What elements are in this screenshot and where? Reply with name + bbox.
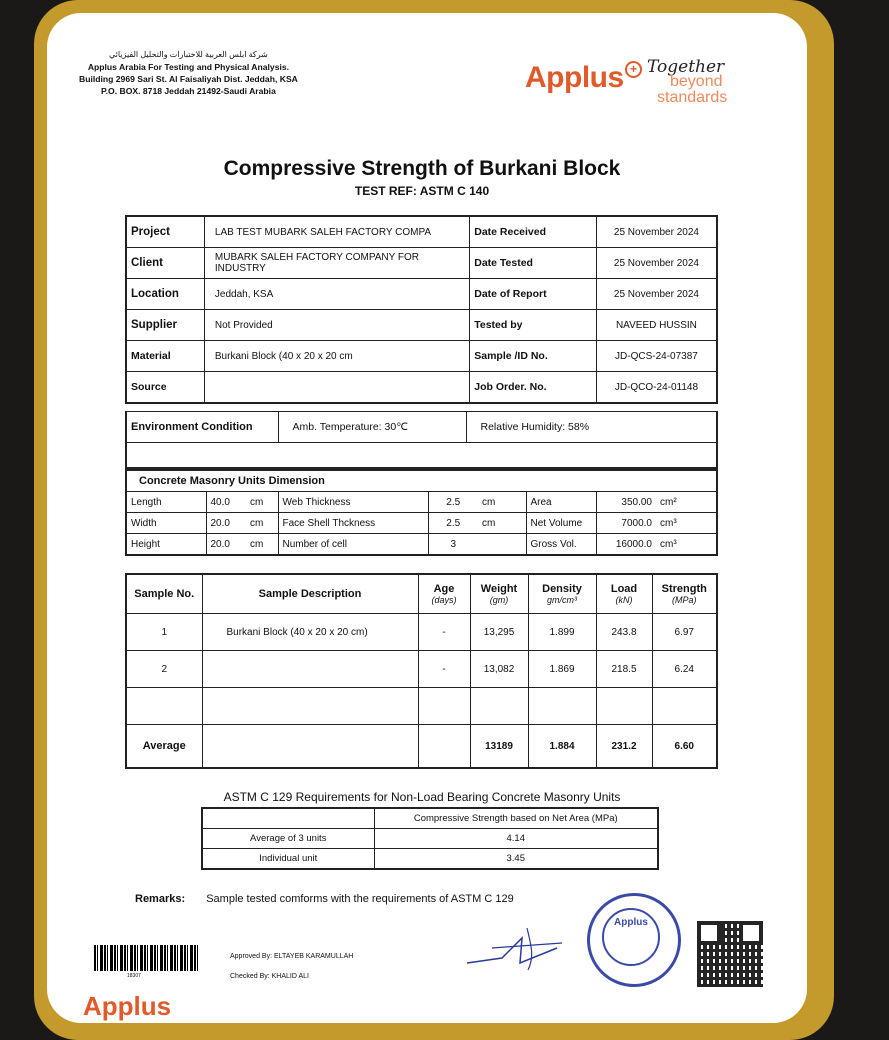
results-header-row (126, 574, 717, 614)
sample-strength: 6.24 (652, 651, 717, 688)
average-weight: 13189 (470, 725, 528, 769)
info-row (126, 279, 717, 310)
logo-brand: Applus (525, 61, 624, 94)
sample-age: - (418, 651, 470, 688)
material-label: Material (126, 341, 204, 372)
barcode-icon (94, 945, 200, 971)
company-address (79, 49, 298, 97)
logo-plus-icon: + (625, 61, 642, 78)
average-label: Average (126, 725, 202, 769)
signature-icon (462, 918, 572, 978)
company-name: Applus Arabia For Testing and Physical Analysis. (87, 62, 290, 72)
average-load: 231.2 (596, 725, 652, 769)
checked-by: Checked By: KHALID ALI (230, 973, 309, 980)
dim-value: 16000.0 (596, 534, 656, 556)
logo-tagline-beyond: beyond (670, 73, 723, 90)
location-label: Location (126, 279, 204, 310)
supplier-value: Not Provided (204, 310, 469, 341)
environment-row (126, 412, 717, 443)
sample-results-table (125, 573, 718, 769)
sample-load: 218.5 (596, 651, 652, 688)
date-of-report-label: Date of Report (470, 279, 597, 310)
dimension-heading: Concrete Masonry Units Dimension (126, 470, 717, 492)
dim-label: Face Shell Thckness (278, 513, 428, 534)
header-weight-label: Weight (480, 583, 518, 595)
date-tested-value: 25 November 2024 (596, 248, 717, 279)
header-age-unit: (days) (431, 595, 457, 605)
qr-code-icon (697, 921, 763, 987)
table-row (126, 614, 717, 651)
dimension-row (126, 534, 717, 556)
sample-description (202, 651, 418, 688)
client-value: MUBARK SALEH FACTORY COMPANY FOR INDUSTRY (204, 248, 469, 279)
logo-tagline-together: Together (647, 57, 725, 77)
sample-id-label: Sample /ID No. (470, 341, 597, 372)
dim-unit: cm (478, 513, 526, 534)
dim-label: Web Thickness (278, 492, 428, 513)
header-density-label: Density (542, 583, 582, 595)
header-weight-unit: (gm) (489, 595, 509, 605)
empty-row (126, 688, 717, 725)
requirements-header-row (202, 808, 658, 829)
info-row (126, 372, 717, 404)
supplier-label: Supplier (126, 310, 204, 341)
stamp-text: Applus (602, 908, 660, 966)
temperature-value: Amb. Temperature: 30℃ (278, 412, 466, 443)
source-label: Source (126, 372, 204, 404)
sample-id-value: JD-QCS-24-07387 (596, 341, 717, 372)
info-row (126, 310, 717, 341)
report-page (47, 13, 807, 1023)
dim-unit: cm (478, 492, 526, 513)
footer-logo: Applus (83, 991, 172, 1021)
dimension-table (125, 469, 718, 556)
sample-age: - (418, 614, 470, 651)
dimension-row (126, 492, 717, 513)
requirements-label: Average of 3 units (202, 829, 374, 849)
info-row (126, 341, 717, 372)
header-load-label: Load (610, 583, 638, 595)
dim-label: Net Volume (526, 513, 596, 534)
remarks-label: Remarks: (135, 893, 186, 905)
header-weight (470, 574, 528, 614)
requirements-table (201, 807, 659, 870)
header-strength-label: Strength (661, 583, 707, 595)
sample-weight: 13,295 (470, 614, 528, 651)
dim-value: 20.0 (206, 534, 246, 556)
company-stamp-icon (587, 893, 681, 987)
dim-value: 3 (428, 534, 478, 556)
requirements-row (202, 829, 658, 849)
header-strength-unit: (MPa) (672, 595, 697, 605)
average-strength: 6.60 (652, 725, 717, 769)
approved-by: Approved By: ELTAYEB KARAMULLAH (230, 953, 354, 960)
header-age-label: Age (433, 583, 455, 595)
info-row (126, 248, 717, 279)
tested-by-label: Tested by (470, 310, 597, 341)
company-name-arabic: شركة ابلس العربية للاختبارات والتحليل الفيزيائي (109, 50, 268, 59)
dim-unit: cm (246, 513, 278, 534)
dim-value: 7000.0 (596, 513, 656, 534)
environment-table (125, 411, 718, 469)
job-order-label: Job Order. No. (470, 372, 597, 404)
sample-description: Burkani Block (40 x 20 x 20 cm) (202, 614, 418, 651)
header-strength (652, 574, 717, 614)
material-value: Burkani Block (40 x 20 x 20 cm (204, 341, 469, 372)
dim-unit: cm³ (656, 534, 717, 556)
date-received-label: Date Received (470, 216, 597, 248)
dim-label: Width (126, 513, 206, 534)
dimension-heading-row (126, 470, 717, 492)
header-density (528, 574, 596, 614)
requirements-value: 4.14 (374, 829, 658, 849)
sample-strength: 6.97 (652, 614, 717, 651)
dim-label: Length (126, 492, 206, 513)
location-value: Jeddah, KSA (204, 279, 469, 310)
requirements-value: 3.45 (374, 849, 658, 870)
dim-unit: cm³ (656, 513, 717, 534)
spacer-row (126, 443, 717, 469)
dim-unit (478, 534, 526, 556)
dim-value: 2.5 (428, 492, 478, 513)
remarks-text: Sample tested comforms with the requirements of ASTM C 129 (206, 893, 514, 905)
average-row (126, 725, 717, 769)
environment-label: Environment Condition (126, 412, 278, 443)
requirements-title: ASTM C 129 Requirements for Non-Load Bearing Concrete Masonry Units (223, 790, 621, 804)
logo-tagline-standards: standards (657, 89, 728, 106)
tested-by-value: NAVEED HUSSIN (596, 310, 717, 341)
address-line-2: P.O. BOX. 8718 Jeddah 21492-Saudi Arabia (101, 86, 276, 96)
dim-unit: cm² (656, 492, 717, 513)
header-sample-no: Sample No. (126, 574, 202, 614)
date-tested-label: Date Tested (470, 248, 597, 279)
humidity-value: Relative Humidity: 58% (466, 412, 717, 443)
project-label: Project (126, 216, 204, 248)
header-age (418, 574, 470, 614)
sample-no: 2 (126, 651, 202, 688)
dim-label: Gross Vol. (526, 534, 596, 556)
requirements-row (202, 849, 658, 870)
header-load (596, 574, 652, 614)
average-density: 1.884 (528, 725, 596, 769)
sample-weight: 13,082 (470, 651, 528, 688)
info-row (126, 216, 717, 248)
requirements-label: Individual unit (202, 849, 374, 870)
dim-label: Height (126, 534, 206, 556)
requirements-header: Compressive Strength based on Net Area (MPa) (374, 808, 658, 829)
dim-unit: cm (246, 492, 278, 513)
dimension-row (126, 513, 717, 534)
dim-label: Number of cell (278, 534, 428, 556)
barcode-number: 18307 (127, 973, 141, 979)
date-received-value: 25 November 2024 (596, 216, 717, 248)
test-reference: TEST REF: ASTM C 140 (354, 184, 490, 198)
dim-label: Area (526, 492, 596, 513)
dim-value: 350.00 (596, 492, 656, 513)
remarks (135, 893, 514, 905)
dim-value: 20.0 (206, 513, 246, 534)
sample-no: 1 (126, 614, 202, 651)
project-value: LAB TEST MUBARK SALEH FACTORY COMPA (204, 216, 469, 248)
dim-unit: cm (246, 534, 278, 556)
approval-block (230, 947, 353, 987)
job-order-value: JD-QCO-24-01148 (596, 372, 717, 404)
source-value (204, 372, 469, 404)
header-density-unit: gm/cm³ (547, 595, 577, 605)
address-line-1: Building 2969 Sari St. Al Faisaliyah Dist. Jeddah, KSA (79, 74, 298, 84)
dim-value: 40.0 (206, 492, 246, 513)
sample-density: 1.899 (528, 614, 596, 651)
header-load-unit: (kN) (615, 595, 633, 605)
sample-load: 243.8 (596, 614, 652, 651)
header-description: Sample Description (202, 574, 418, 614)
dim-value: 2.5 (428, 513, 478, 534)
report-info-table (125, 215, 718, 404)
client-label: Client (126, 248, 204, 279)
report-title: Compressive Strength of Burkani Block (223, 157, 621, 180)
sample-density: 1.869 (528, 651, 596, 688)
date-of-report-value: 25 November 2024 (596, 279, 717, 310)
table-row (126, 651, 717, 688)
